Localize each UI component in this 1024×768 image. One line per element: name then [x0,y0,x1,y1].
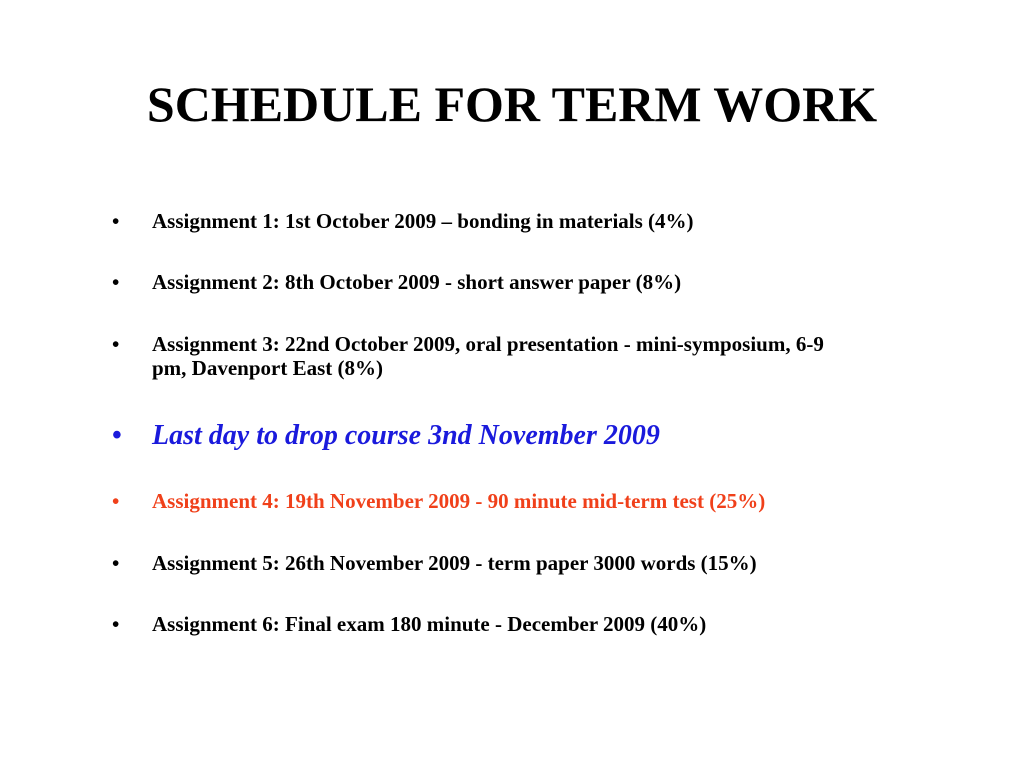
bullet-icon: • [112,332,120,356]
list-item-text: Assignment 3: 22nd October 2009, oral presentation - mini-symposium, 6-9 pm, Davenport East (8%) [152,332,824,380]
bullet-icon: • [112,612,120,636]
list-item-text: Last day to drop course 3nd November 2009 [152,420,660,451]
bullet-icon: • [112,420,122,451]
bullet-icon: • [112,270,120,294]
bullet-icon: • [112,489,120,513]
list-item-text: Assignment 2: 8th October 2009 - short answer paper (8%) [152,270,682,294]
list-item-text: Assignment 1: 1st October 2009 – bonding in materials (4%) [152,209,694,233]
list-item-text: Assignment 5: 26th November 2009 - term paper 3000 words (15%) [152,551,757,575]
bullet-icon: • [112,551,120,575]
list-item-text: Assignment 6: Final exam 180 minute - December 2009 (40%) [152,612,707,636]
list-item-text: Assignment 4: 19th November 2009 - 90 minute mid-term test (25%) [152,489,766,513]
bullet-icon: • [112,209,120,233]
slide-title: SCHEDULE FOR TERM WORK [146,76,878,132]
